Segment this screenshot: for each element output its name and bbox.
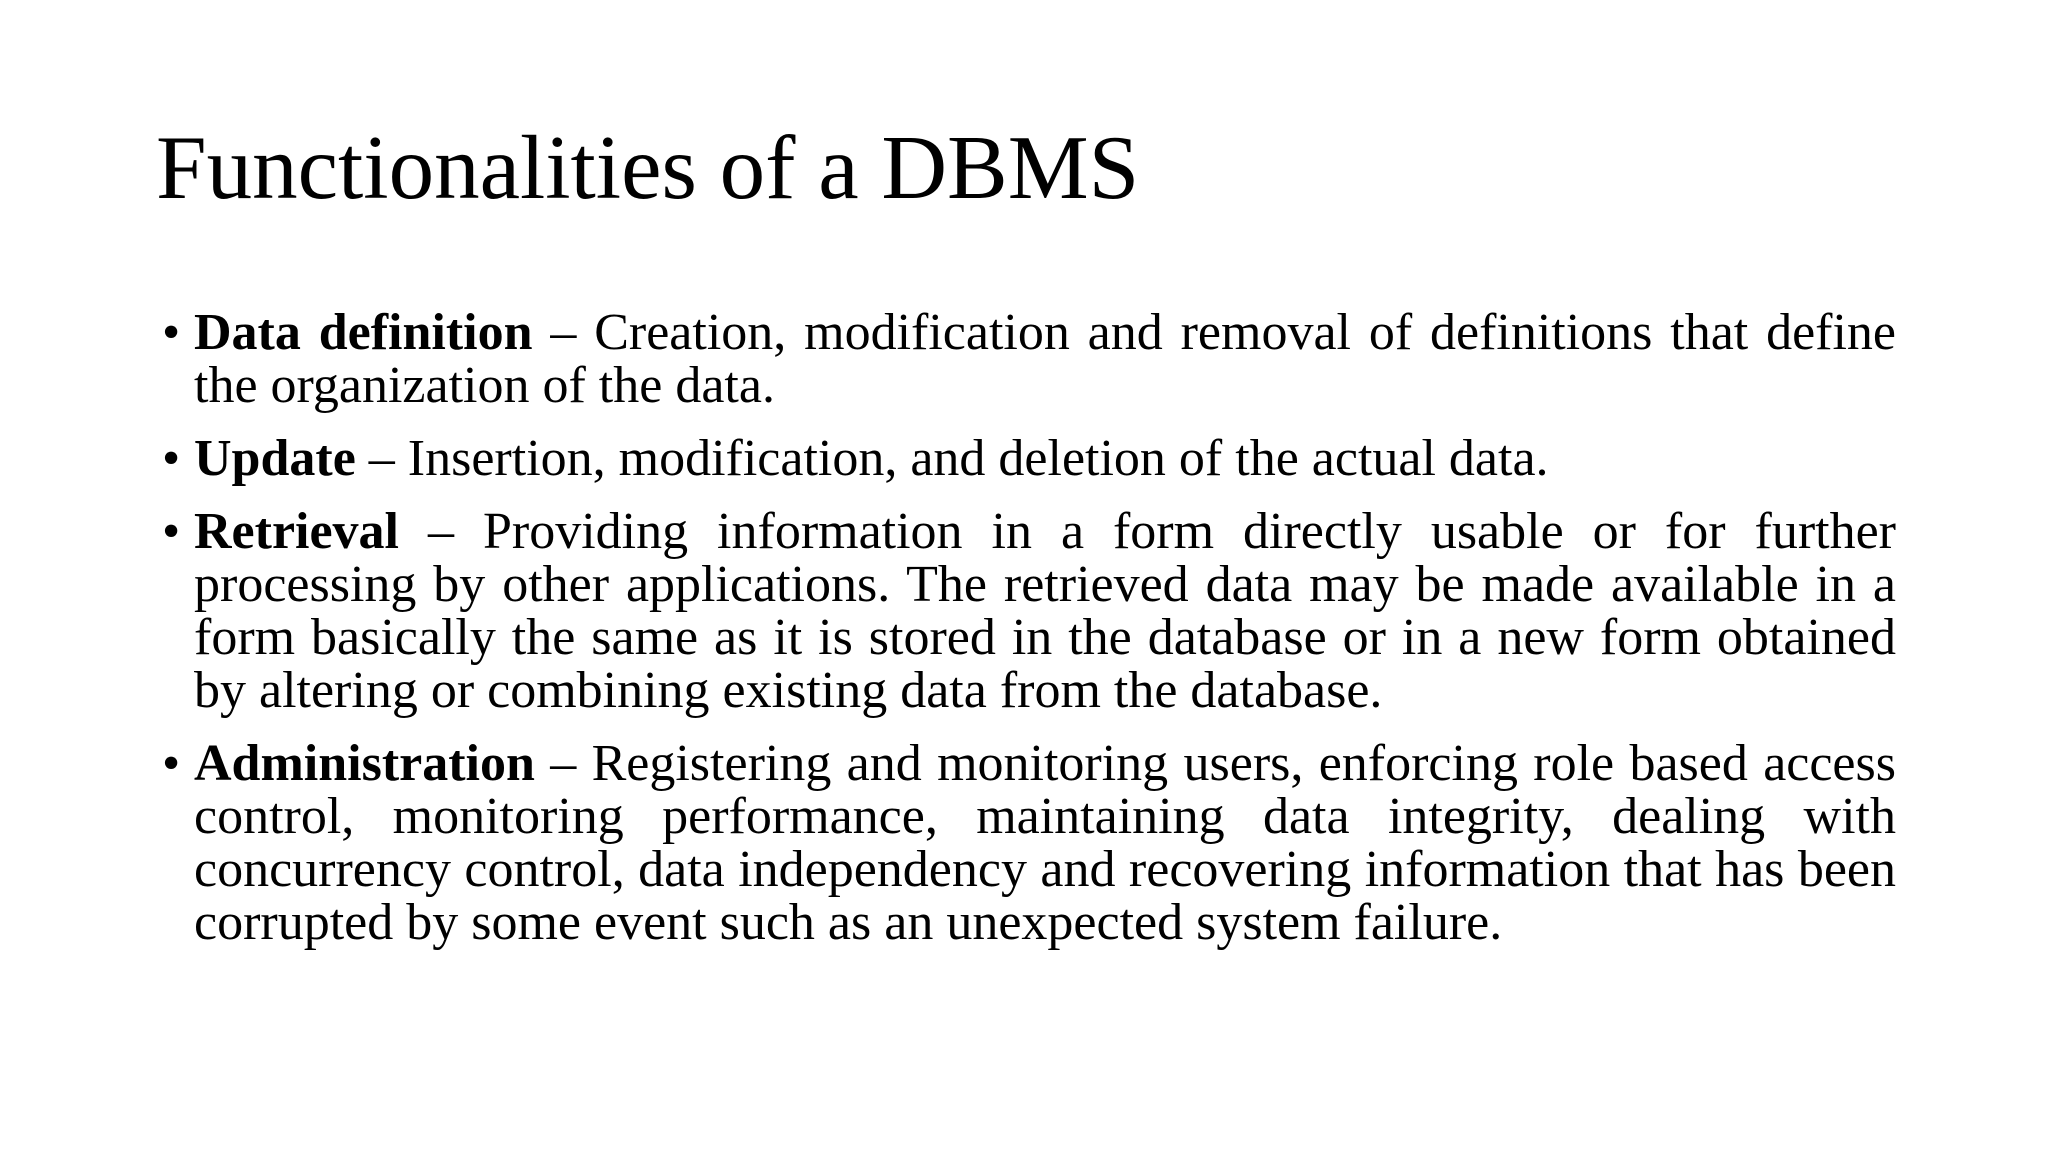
bullet-icon: • (162, 430, 181, 487)
bullet-item-retrieval (158, 505, 1896, 717)
bullet-text: – Insertion, modification, and deletion of the actual data. (355, 430, 1549, 487)
bullet-item-update (158, 432, 1896, 485)
bullet-icon: • (162, 735, 181, 792)
bullet-icon: • (162, 304, 181, 361)
bullet-term: Administration (194, 735, 535, 792)
bullet-text: – Providing information in a form directly usable or for further processing by other applications. The retrieved data may be made available in a form basically the same as it is stored in the database or in a new form obtained by altering or combining existing data from the database. (194, 503, 1896, 719)
bullet-term: Update (194, 430, 356, 487)
bullet-term: Data definition (194, 304, 533, 361)
bullet-item-data-definition (158, 306, 1896, 412)
bullet-text: – Creation, modification and removal of definitions that define the organization of the data. (194, 304, 1896, 414)
bullet-text: – Registering and monitoring users, enforcing role based access control, monitoring performance, maintaining data integrity, dealing with concurrency control, data independency and recovering information that has been corrupted by some event such as an unexpected system failure. (194, 735, 1896, 951)
bullet-item-administration (158, 737, 1896, 949)
bullet-icon: • (162, 503, 181, 560)
slide-title: Functionalities of a DBMS (156, 117, 1140, 218)
bullet-term: Retrieval (194, 503, 400, 560)
bullet-list (158, 306, 1896, 969)
